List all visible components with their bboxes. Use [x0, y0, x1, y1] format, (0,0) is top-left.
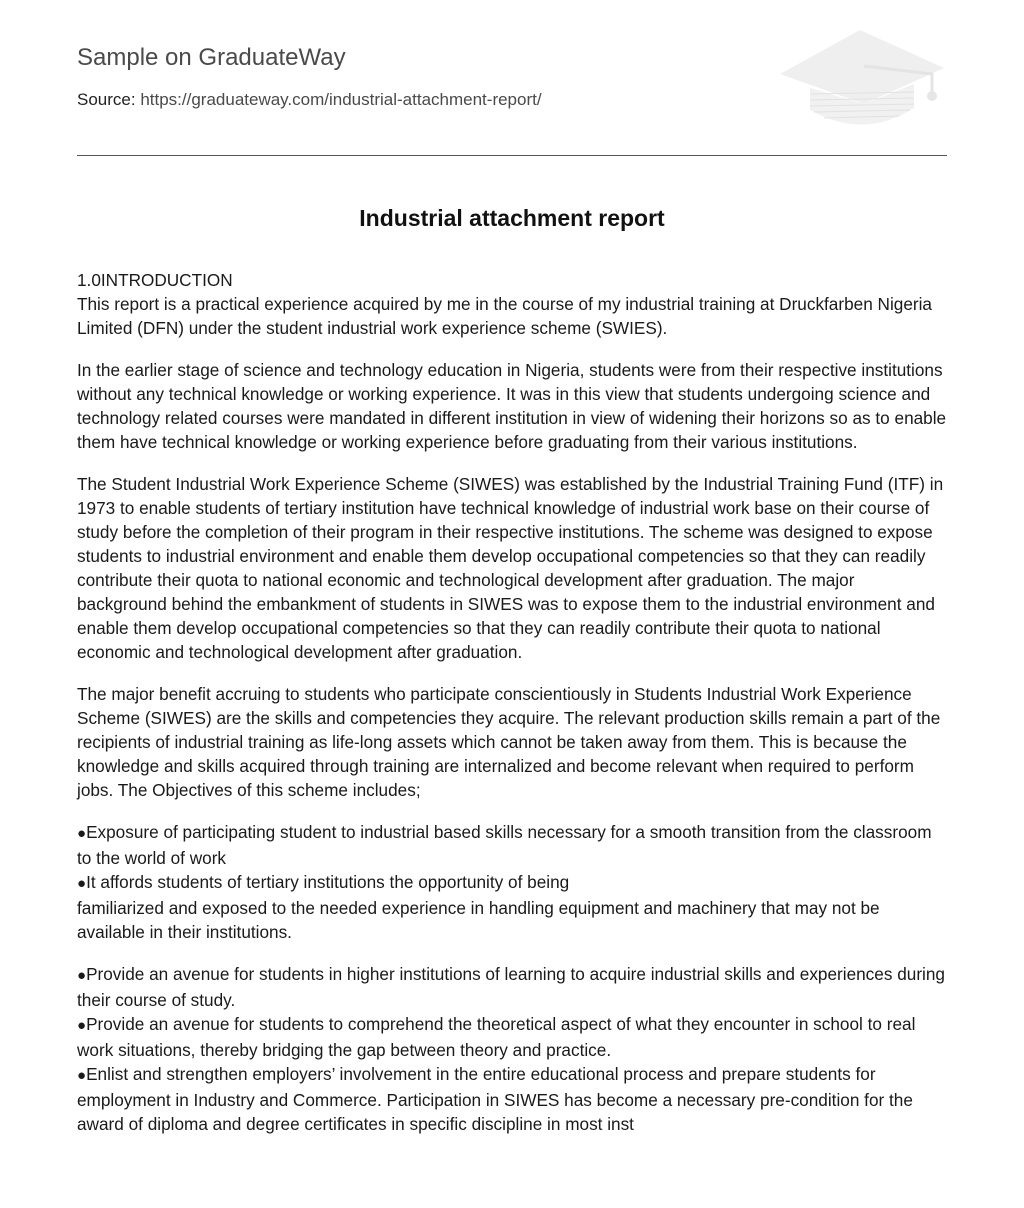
bullet-icon: ●: [77, 825, 87, 842]
list-item: [77, 870, 949, 896]
body-paragraph: In the earlier stage of science and technology education in Nigeria, students were from their respective institutions without any technical knowledge or working experience. It was in this view that students undergoing science and technology related courses were mandated in different institution in view of widening their horizons so as to enable them have technical knowledge or working experience before graduating from their various institutions.: [77, 360, 947, 452]
page-header: [77, 0, 947, 156]
bullet-icon: ●: [77, 967, 87, 984]
bullet-icon: ●: [77, 875, 87, 892]
list-item: [77, 1012, 949, 1062]
document-title: Industrial attachment report: [359, 205, 665, 231]
bullet-icon: ●: [77, 1067, 87, 1084]
objectives-list-2: [77, 962, 949, 1136]
source-line: [77, 90, 542, 110]
site-title: Sample on GraduateWay: [77, 44, 346, 71]
bullet-icon: ●: [77, 1017, 87, 1034]
body-paragraph: The Student Industrial Work Experience Scheme (SIWES) was established by the Industrial Training Fund (ITF) in 1973 to enable students of tertiary institution have technical knowledge of industrial work base on their course of study before the completion of their program in their respective institutions. The scheme was designed to expose students to industrial environment and enable them develop occupational competencies so that they can readily contribute their quota to national economic and technological development after graduation. The major background behind the embankment of students in SIWES was to expose them to the industrial environment and enable them develop occupational competencies so that they can readily contribute their quota to national economic and technological development after graduation.: [77, 474, 944, 662]
source-link[interactable]: https://graduateway.com/industrial-attachment-report/: [140, 90, 542, 109]
bullet-text: Provide an avenue for students in higher institutions of learning to acquire industrial skills and experiences during their course of study.: [77, 964, 945, 1010]
bullet-text: Provide an avenue for students to comprehend the theoretical aspect of what they encounter in school to real work situations, thereby bridging the gap between theory and practice.: [77, 1014, 916, 1060]
list-item: [77, 962, 949, 1012]
intro-text: This report is a practical experience acquired by me in the course of my industrial training at Druckfarben Nigeria Limited (DFN) under the student industrial work experience scheme (SWIES).: [77, 294, 932, 338]
body-paragraph: The major benefit accruing to students who participate conscientiously in Students Industrial Work Experience Scheme (SIWES) are the skills and competencies they acquire. The relevant production skills remain a part of the recipients of industrial training as life-long assets which cannot be taken away from them. This is because the knowledge and skills acquired through training are internalized and become relevant when required to perform jobs. The Objectives of this scheme includes;: [77, 684, 941, 800]
intro-heading: 1.0INTRODUCTION: [77, 270, 233, 290]
bullet-text: It affords students of tertiary institutions the opportunity of being: [86, 872, 570, 892]
list-item: [77, 1062, 949, 1136]
graduation-cap-icon: [780, 30, 948, 134]
source-label: Source:: [77, 90, 141, 109]
bullet-text: Enlist and strengthen employers’ involvement in the entire educational process and prepare students for employment in Industry and Commerce. Participation in SIWES has become a necessary pre-condition for the award of diploma and degree certificates in specific discipline in most inst: [77, 1064, 913, 1134]
objectives-list-1: [77, 820, 949, 944]
header-divider: [77, 155, 947, 156]
list-item: [77, 820, 949, 870]
bullet-text: Exposure of participating student to industrial based skills necessary for a smooth transition from the classroom to the world of work: [77, 822, 932, 868]
intro-paragraph: [77, 268, 949, 340]
list-item-continuation: familiarized and exposed to the needed experience in handling equipment and machinery that may not be available in their institutions.: [77, 898, 880, 942]
document-body: [77, 268, 949, 1136]
